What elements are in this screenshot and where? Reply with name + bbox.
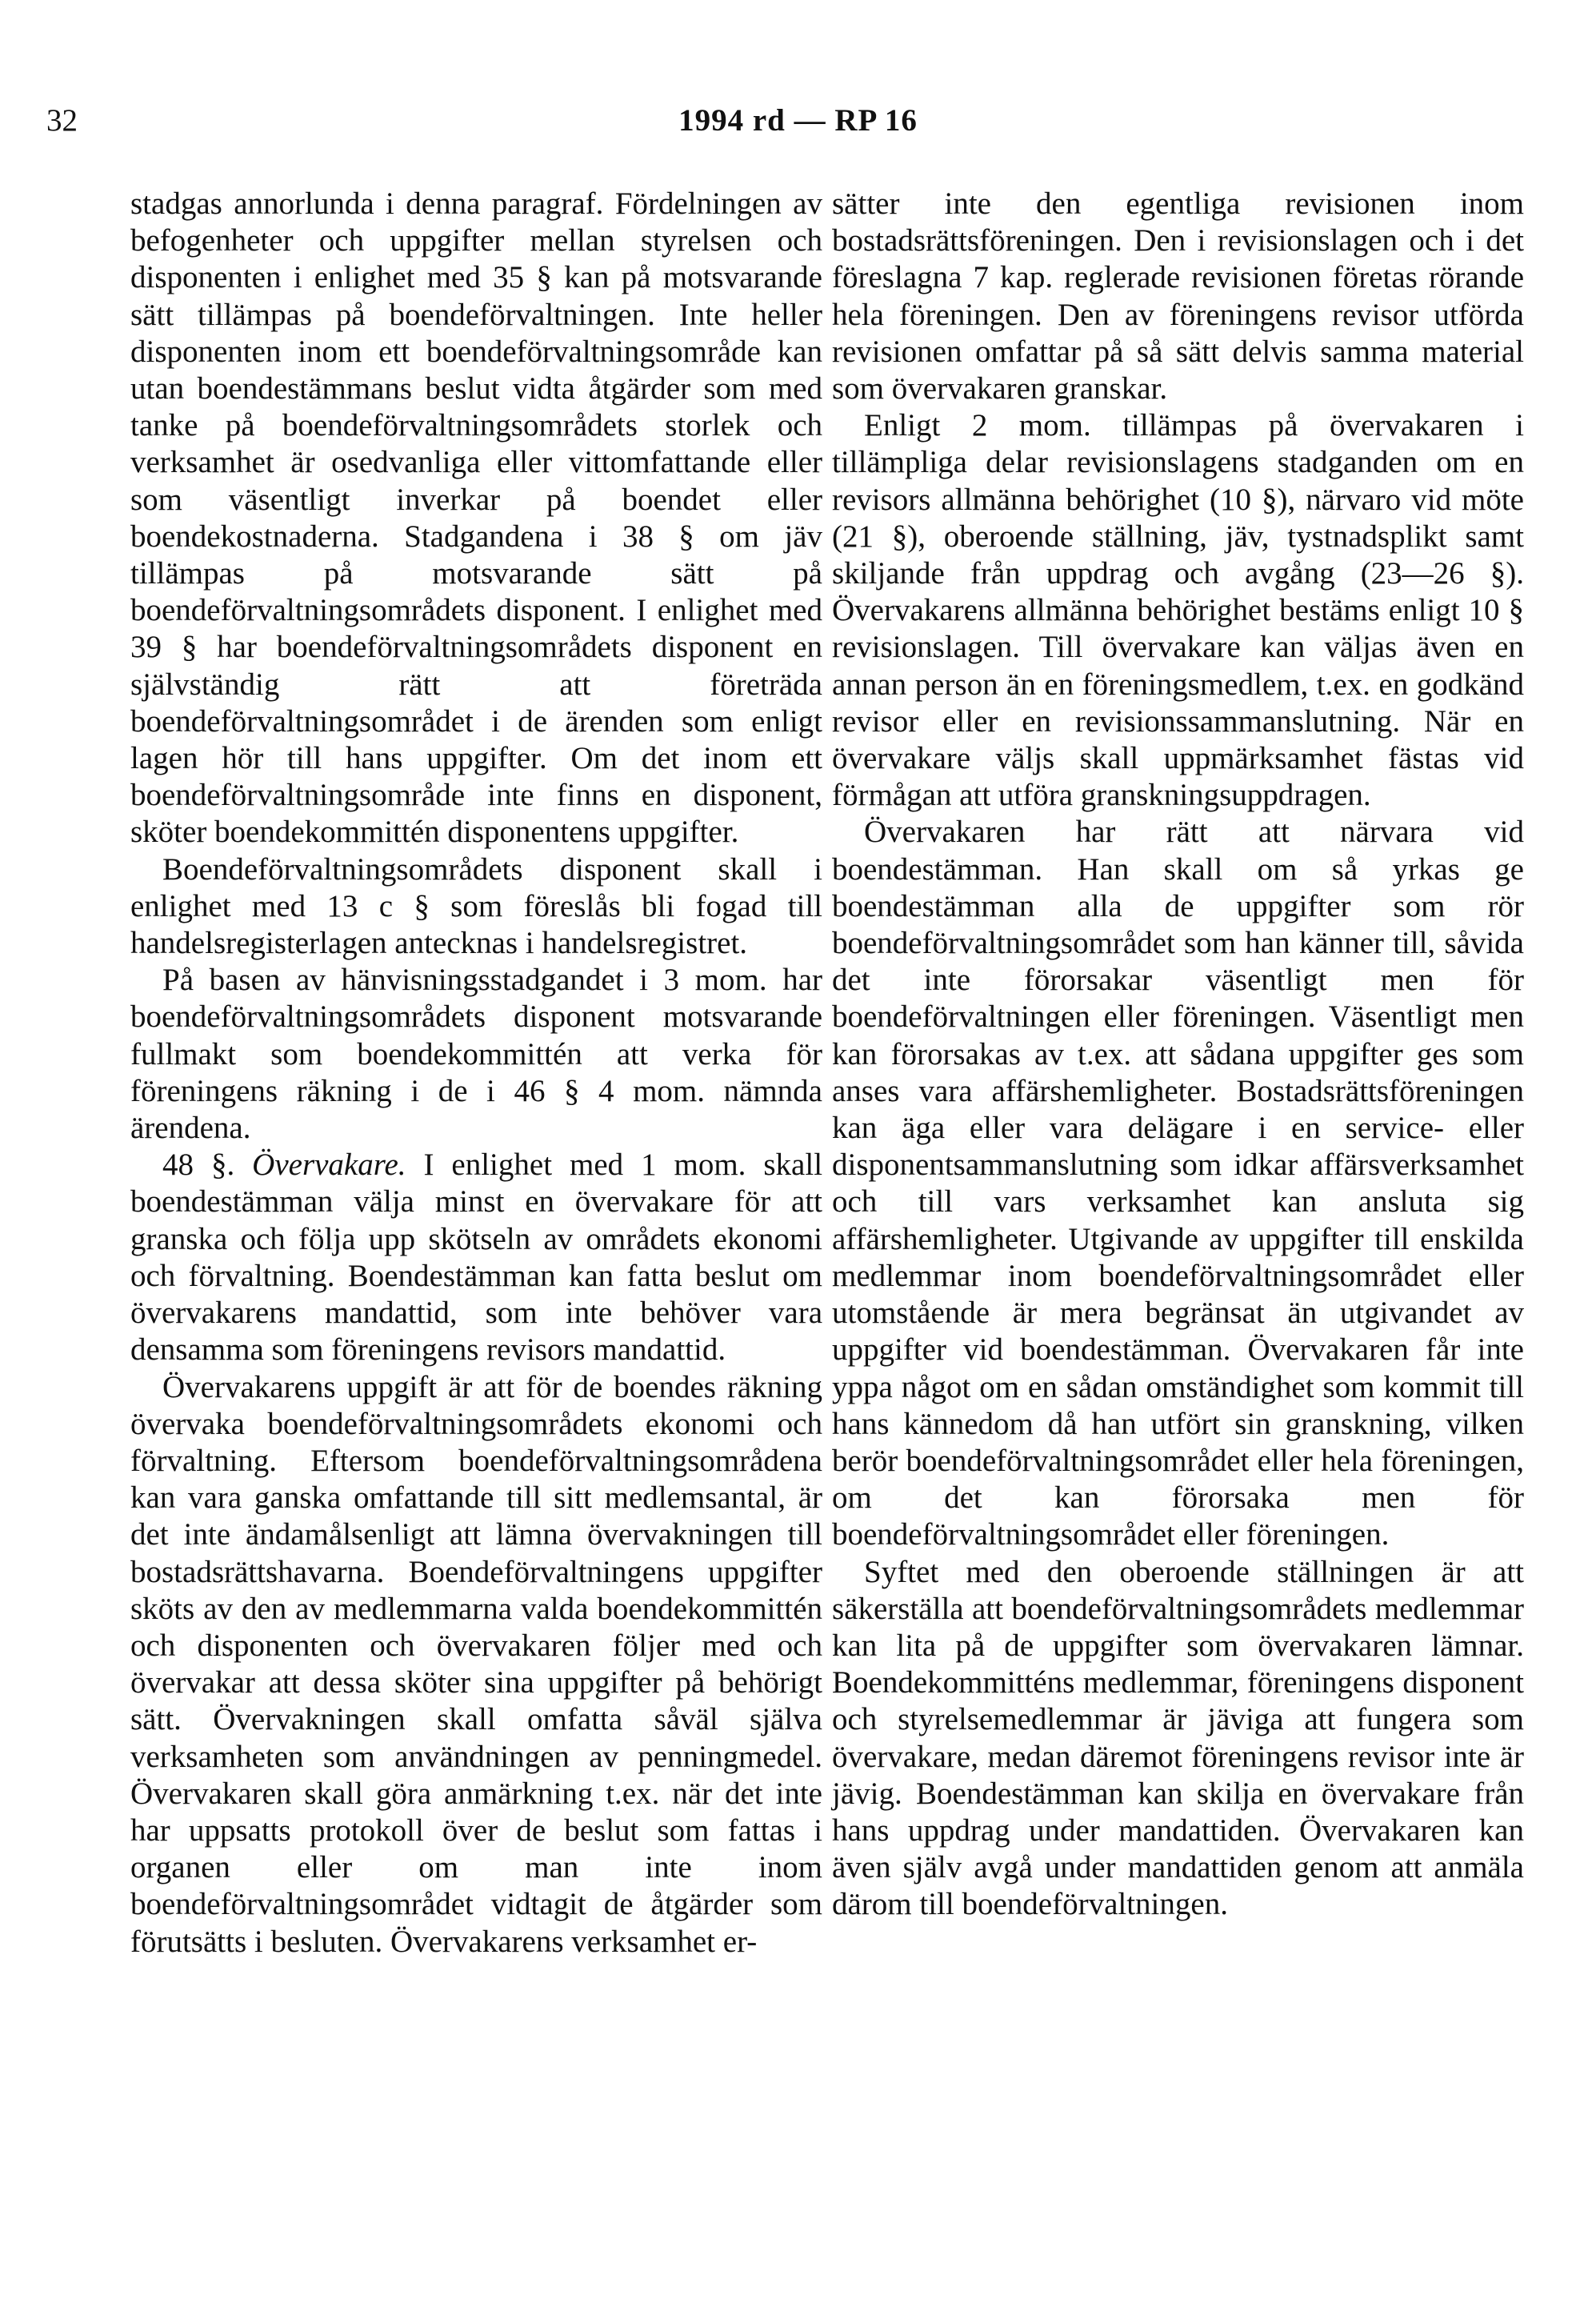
page-header [0,102,1596,150]
page-number: 32 [46,103,78,138]
left-column [130,186,822,1961]
paragraph: sätter inte den egentliga revisionen inom bostadsrättsföreningen. Den i revisionslagen och i det föreslagna 7 kap. reglerade revisionen företas rörande hela föreningen. Den av föreningens revisor utförda revisionen omfattar på så sätt delvis samma material som övervakaren granskar. [832,186,1524,407]
paragraph: stadgas annorlunda i denna paragraf. Fördelningen av befogenheter och uppgifter mellan styrelsen och disponenten i enlighet med 35 § kan på motsvarande sätt tillämpas på boendeförvaltningen. Inte heller disponenten inom ett boendeförvaltningsområde kan utan boendestämmans beslut vidta åtgärder som med tanke på boendeförvaltningsområdets storlek och verksamhet är osedvanliga eller vittomfattande eller som väsentligt inverkar på boendet eller boendekostnaderna. Stadgandena i 38 § om jäv tillämpas på motsvarande sätt på boendeförvaltningsområdets disponent. I enlighet med 39 § har boendeförvaltningsområdets disponent en självständig rätt att företräda boendeförvaltningsområdet i de ärenden som enligt lagen hör till hans uppgifter. Om det inom ett boendeförvaltningsområde inte finns en disponent, sköter boendekommittén disponentens uppgifter. [130,186,822,850]
section-paragraph [130,1147,822,1368]
section-text: I enlighet med 1 mom. skall boendestämman välja minst en övervakare för att granska och följa upp skötseln av områdets ekonomi och förvaltning. Boendestämman kan fatta beslut om övervakarens mandattid, som inte behöver vara densamma som föreningens revisors mandattid. [130,1147,823,1368]
section-number: 48 §. [162,1147,235,1183]
paragraph: Syftet med den oberoende ställningen är att säkerställa att boendeförvaltningsområdets medlemmar kan lita på de uppgifter som övervakaren lämnar. Boendekommitténs medlemmar, föreningens disponent och styrelsemedlemmar är jäviga att fungera som övervakare, medan däremot föreningens revisor inte är jävig. Boendestämman kan skilja en övervakare från hans uppdrag under mandattiden. Övervakaren kan även själv avgå under mandattiden genom att anmäla därom till boendeförvaltningen. [832,1554,1524,1922]
paragraph: På basen av hänvisningsstadgandet i 3 mom. har boendeförvaltningsområdets disponent motsvarande fullmakt som boendekommittén att verka för föreningens räkning i de i 46 § 4 mom. nämnda ärendena. [130,963,822,1146]
paragraph: Övervakarens uppgift är att för de boendes räkning övervaka boendeförvaltningsområdets ekonomi och förvaltning. Eftersom boendeförvaltningsområdena kan vara ganska omfattande till sitt medlemsantal, är det inte ändamålsenligt att lämna övervakningen till bostadsrättshavarna. Boendeförvaltningens uppgifter sköts av den av medlemmarna valda boendekommittén och disponenten och övervakaren följer med och övervakar att dessa sköter sina uppgifter på behörigt sätt. Övervakningen skall omfatta såväl själva verksamheten som användningen av penningmedel. Övervakaren skall göra anmärkning t.ex. när det inte har uppsatts protokoll över de beslut som fattas i organen eller om man inte inom boendeförvaltningsområdet vidtagit de åtgärder som förutsätts i besluten. Övervakarens verksamhet er- [130,1369,822,1959]
right-column [832,186,1524,1924]
section-title: Övervakare. [252,1147,406,1183]
paragraph: Boendeförvaltningsområdets disponent skall i enlighet med 13 c § som föreslås bli fogad till handelsregisterlagen antecknas i handelsregistret. [130,851,822,961]
paragraph: Övervakaren har rätt att närvara vid boendestämman. Han skall om så yrkas ge boendestämman alla de uppgifter som rör boendeförvaltningsområdet som han känner till, såvida det inte förorsakar väsentligt men för boendeförvaltningen eller föreningen. Väsentligt men kan förorsakas av t.ex. att sådana uppgifter ges som anses vara affärshemligheter. Bostadsrättsföreningen kan äga eller vara delägare i en service- eller disponentsammanslutning som idkar affärsverksamhet och till vars verksamhet kan ansluta sig affärshemligheter. Utgivande av uppgifter till enskilda medlemmar inom boendeförvaltningsområdet eller utomstående är mera begränsat än utgivandet av uppgifter vid boendestämman. Övervakaren får inte yppa något om en sådan omständighet som kommit till hans kännedom då han utfört sin granskning, vilken berör boendeförvaltningsområdet eller hela föreningen, om det kan förorsaka men för boendeförvaltningsområdet eller föreningen. [832,815,1524,1552]
paragraph: Enligt 2 mom. tillämpas på övervakaren i tillämpliga delar revisionslagens stadganden om en revisors allmänna behörighet (10 §), närvaro vid möte (21 §), oberoende ställning, jäv, tystnadsplikt samt skiljande från uppdrag och avgång (23—26 §). Övervakarens allmänna behörighet bestäms enligt 10 § revisionslagen. Till övervakare kan väljas även en annan person än en föreningsmedlem, t.ex. en godkänd revisor eller en revisionssammanslutning. När en övervakare väljs skall uppmärksamhet fästas vid förmågan att utföra granskningsuppdragen. [832,408,1524,813]
running-head: 1994 rd — RP 16 [678,103,918,138]
